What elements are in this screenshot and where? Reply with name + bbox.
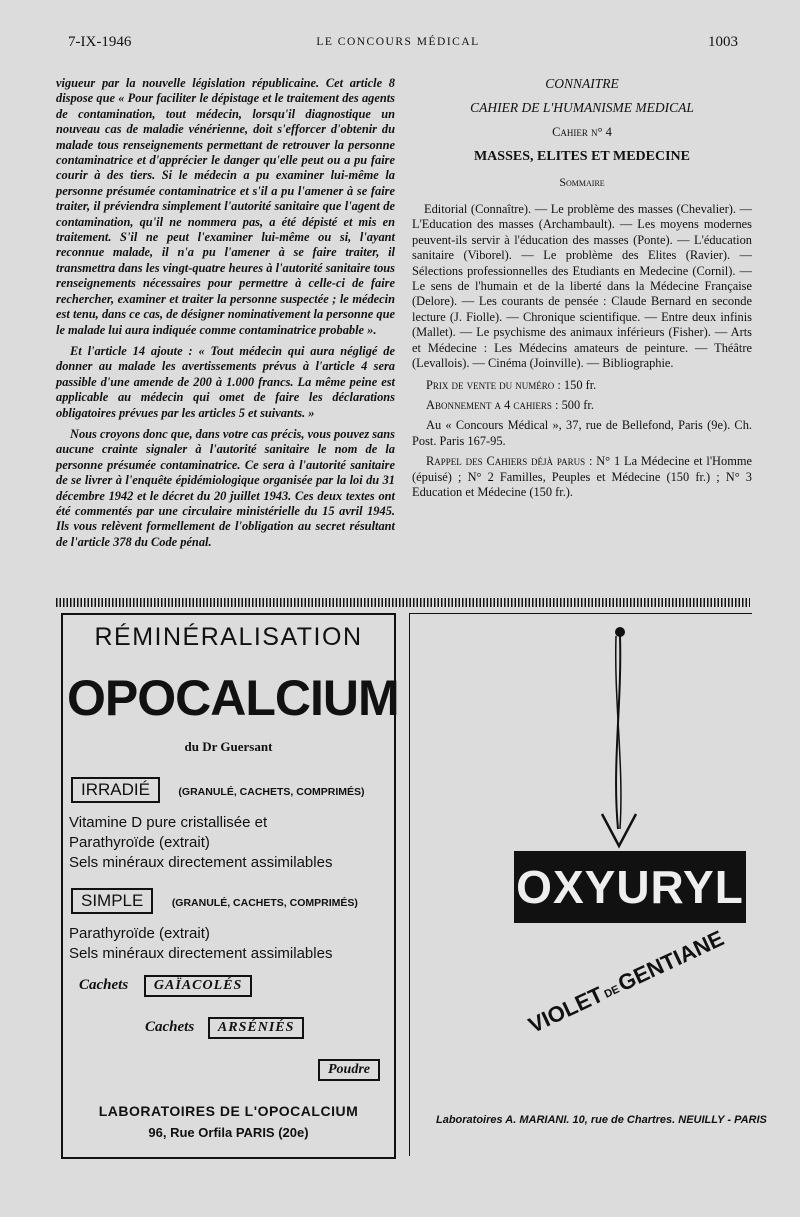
- subscription-line: [412, 398, 752, 413]
- divider-rule: [56, 598, 750, 607]
- simple-forms: (GRANULÉ, CACHETS, COMPRIMÉS): [171, 897, 358, 909]
- price-label: Prix de vente du numéro: [426, 377, 555, 392]
- ad-doctor: du Dr Guersant: [184, 739, 273, 754]
- publisher-address: Au « Concours Médical », 37, rue de Bellefond, Paris (9e). Ch. Post. Paris 167-95.: [412, 418, 752, 448]
- composition-line: Sels minéraux directement assimilables: [69, 854, 333, 871]
- issue-date: 7-IX-1946: [68, 34, 132, 50]
- simple-row: [71, 888, 358, 914]
- cachets-word: Cachets: [145, 1019, 195, 1035]
- irradie-composition: [69, 813, 332, 873]
- simple-box: SIMPLE: [71, 888, 153, 914]
- mariani-laboratory: Laboratoires A. MARIANI. 10, rue de Chartres. NEUILLY - PARIS: [436, 1114, 767, 1126]
- price-value: : 150 fr.: [557, 377, 597, 392]
- announcement-title: CONNAITRE: [545, 76, 619, 91]
- composition-line: Parathyroïde (extrait): [69, 925, 210, 942]
- subscription-value: : 500 fr.: [555, 397, 594, 412]
- poudre-row: [318, 1059, 380, 1081]
- irradie-box: IRRADIÉ: [71, 777, 160, 803]
- irradie-forms: (GRANULÉ, CACHETS, COMPRIMÉS): [178, 786, 365, 798]
- right-column-announcement: [412, 76, 752, 506]
- oxyuryl-banner: OXYURYL: [514, 851, 746, 923]
- article-paragraph: Et l'article 14 ajoute : « Tout médecin qui aura négligé de donner au malade les avertissements prévus à l'article 4 sera passible d'une amende de 200 à 1.000 francs. La même peine est applicable au médecin qui omet de faire les déclarations obligatoires prévues par les articles 5 et suivants. »: [56, 343, 395, 420]
- ad-lab-address: 96, Rue Orfila PARIS (20e): [148, 1125, 309, 1140]
- left-column-article: [56, 76, 395, 556]
- page-number: 1003: [708, 34, 738, 50]
- de-word: DE: [602, 983, 622, 1001]
- previous-issues: [412, 454, 752, 500]
- ad-headline: RÉMINÉRALISATION: [94, 623, 363, 651]
- sommaire-heading: Sommaire: [559, 174, 605, 189]
- simple-composition: [69, 924, 332, 964]
- article-paragraph: vigueur par la nouvelle législation républicaine. Cet article 8 dispose que « Pour faciliter le dépistage et le traitement des agents de contamination, tout médecin, lorsqu'il diagnostique un nouveau cas de maladie vénérienne, doit s'efforcer d'obtenir du malade tous renseignements permettant de retrouver la personne contaminatrice et d'apprécier le danger qu'elle peut ou a pu faire courir à des tiers. Si le médecin a pu examiner lui-même la personne présumée contaminatrice et s'il a pu l'amener à se faire traiter, il préviendra simplement l'autorité sanitaire que l'agent de contamination, qu'il ne nommera pas, a été dépisté et mis en traitement. S'il ne peut l'examiner lui-même ou si, l'ayant reconnue malade, il n'a pu l'amener à se faire traiter, il transmettra dans les vingt-quatre heures à l'autorité sanitaire tous renseignements nécessaires pour permettre à celle-ci de faire rechercher, examiner et traiter la personne suspectée ; le médecin est tenu, dans ce cas, de désigner nominativement la personne que le malade lui aura indiquée comme contaminatrice probable ».: [56, 76, 395, 337]
- composition-line: Vitamine D pure cristallisée et: [69, 814, 268, 831]
- announcement-subtitle: CAHIER DE L'HUMANISME MEDICAL: [470, 100, 694, 116]
- cachets-word: Cachets: [79, 977, 129, 993]
- issue-heading: MASSES, ELITES ET MEDECINE: [473, 149, 691, 165]
- contents-text: Editorial (Connaître). — Le problème des masses (Chevalier). — L'Education des masses (Archambault). — Les moyens modernes peuvent-ils servir à l'éducation des masses (Ponte). — L'éducation sanitaire (Viborel). — Le problème des Elites (Ravier). — Sélections professionnelles des Etudiants en Medecine (Cornil). — Le sens de l'humain et de la liberté dans la Médecine Française (Delore). — Les courants de pensée : Claude Bernard en seconde lecture (J. Fiolle). — Chronique scientifique. — Entre deux infinis (Mallet). — Le psychisme des animaux inférieurs (Fisher). — Arts et Médecine : Les Médecins amateurs de peinture. — Théâtre (Levallois). — Cinéma (Joinville). — Bibliographie.: [412, 202, 752, 371]
- journal-title: LE CONCOURS MÉDICAL: [316, 36, 480, 48]
- subscription-label: Abonnement a 4 cahiers: [426, 397, 552, 412]
- cachets-gaiacoles: [79, 975, 252, 997]
- arsenies-box: ARSÉNIÉS: [208, 1017, 304, 1039]
- oxyuryl-advertisement: [409, 613, 767, 1156]
- ad-brand: OPOCALCIUM: [67, 670, 399, 726]
- recall-label: Rappel des Cahiers déjà parus: [426, 454, 586, 469]
- recall-text: : N° 1 La Médecine et l'Homme (épuisé) ; N° 2 Familles, Peuples et Médecine (150 fr.) ; N° 3 Education et Médecine (150 fr.).: [412, 454, 752, 499]
- cahier-number: Cahier n° 4: [552, 124, 612, 139]
- composition-line: Parathyroïde (extrait): [69, 834, 210, 851]
- opocalcium-advertisement: [61, 613, 399, 1159]
- cachets-arsenies: [145, 1017, 304, 1039]
- gentiane-word: GENTIANE: [613, 925, 728, 997]
- article-paragraph: Nous croyons donc que, dans votre cas précis, vous pouvez sans aucune crainte signaler à l'autorité sanitaire le nom de la personne présumée contaminatrice. Ce sera à l'autorité sanitaire de se livrer à l'enquête épidémiologique organisée par la loi du 31 décembre 1942 et le décret du 20 juillet 1943. Ces deux textes ont été commentés par une circulaire ministérielle du 15 avril 1945. Ils vous relèvent formellement de l'obligation au secret résultant de l'article 378 du Code pénal.: [56, 426, 395, 549]
- price-line: [412, 378, 752, 393]
- irradie-row: [71, 777, 365, 803]
- poudre-box: Poudre: [318, 1059, 380, 1081]
- composition-line: Sels minéraux directement assimilables: [69, 945, 333, 962]
- violet-word: VIOLET: [524, 981, 608, 1038]
- gaiacoles-box: GAÏACOLÉS: [144, 975, 252, 997]
- ad-laboratory: LABORATOIRES DE L'OPOCALCIUM: [98, 1103, 359, 1119]
- page-header: [58, 34, 738, 54]
